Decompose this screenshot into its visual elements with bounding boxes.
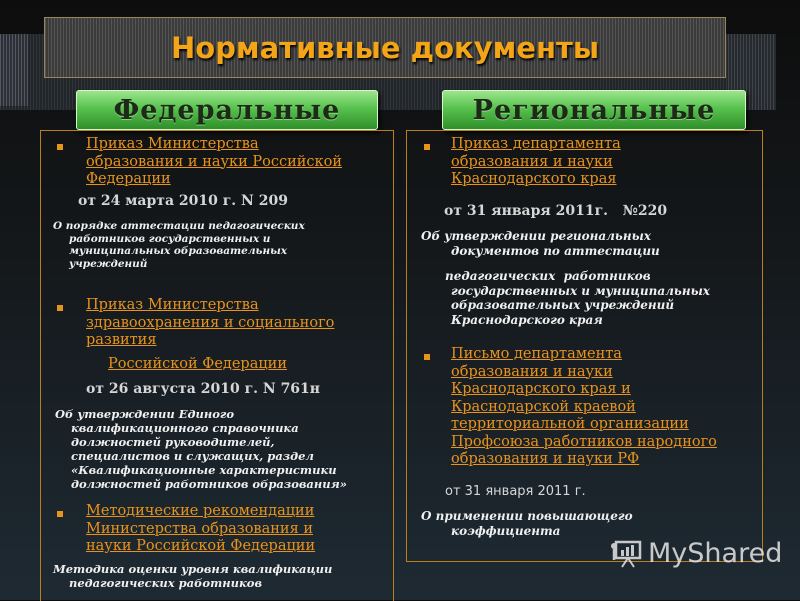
logo-text: MyShared <box>648 538 783 569</box>
federal-doc3-link[interactable] <box>86 503 315 556</box>
regional-doc2-link-line: Краснодарского края и <box>451 381 631 397</box>
desc-line: должностей работников образования» <box>71 477 347 491</box>
federal-doc1-link-line: образования и науки Российской <box>86 153 343 170</box>
regional-doc2-link-line: Письмо департамента <box>451 346 622 362</box>
desc-line: Методика оценки уровня квалификации <box>53 562 333 576</box>
regional-doc2-desc <box>421 509 633 539</box>
federal-doc3-link-line: Министерства образования и <box>86 520 313 537</box>
federal-column <box>40 130 394 601</box>
bullet-icon <box>57 305 63 311</box>
regional-doc2-link-line: образования и науки РФ <box>451 451 640 467</box>
desc-line: муниципальных образовательных <box>69 245 288 257</box>
left-stripe-decoration <box>0 34 28 106</box>
federal-doc2-desc <box>55 407 347 491</box>
federal-doc2-link-cont[interactable]: Российской Федерации <box>108 356 287 372</box>
federal-doc1-link-line: Приказ Министерства <box>86 136 259 152</box>
federal-doc2-date: от 26 августа 2010 г. N 761н <box>86 381 321 397</box>
regional-doc1-date: от 31 января 2011г. №220 <box>444 203 668 219</box>
federal-doc2-link[interactable] <box>86 297 334 350</box>
regional-doc2-link[interactable] <box>451 346 717 469</box>
desc-line: О применении повышающего <box>421 509 633 523</box>
desc-line: «Квалификационные характеристики <box>71 463 337 477</box>
regional-doc1-desc-2 <box>445 269 710 327</box>
desc-line: должностей руководителей, <box>71 435 275 449</box>
federal-doc1-date: от 24 марта 2010 г. N 209 <box>78 193 288 209</box>
regional-column <box>406 130 763 562</box>
regional-doc1-desc <box>421 229 660 258</box>
federal-doc1-link[interactable] <box>86 136 342 189</box>
federal-doc2-link-line: здравоохранения и социального <box>86 314 335 331</box>
tab-federal <box>76 90 378 130</box>
bullet-icon <box>57 144 63 150</box>
desc-line: педагогических работников <box>445 269 651 283</box>
desc-line: Об утверждении Единого <box>55 407 235 421</box>
desc-line: О порядке аттестации педагогических <box>53 220 305 232</box>
tab-regional <box>442 90 746 130</box>
regional-doc2-date: от 31 января 2011 г. <box>445 484 586 499</box>
tab-federal-label: Федеральные <box>113 94 341 126</box>
regional-doc2-link-line: образования и науки <box>451 363 613 380</box>
regional-doc1-link[interactable] <box>451 136 621 189</box>
federal-doc3-link-line: Методические рекомендации <box>86 503 315 519</box>
federal-doc3-desc <box>53 562 332 590</box>
desc-line: документов по аттестации <box>451 243 660 258</box>
bullet-icon <box>57 511 63 517</box>
regional-doc1-link-line: Приказ департамента <box>451 136 621 152</box>
federal-doc1-link-line: Федерации <box>86 171 171 187</box>
page-title: Нормативные документы <box>170 30 600 65</box>
federal-doc1-desc <box>53 220 305 270</box>
federal-doc2-link-line: Приказ Министерства <box>86 297 259 313</box>
desc-line: Об утверждении региональных <box>421 229 651 243</box>
regional-doc2-link-line: территориальной организации <box>451 416 689 432</box>
desc-line: работников государственных и <box>69 232 271 245</box>
desc-line: коэффициента <box>451 524 561 538</box>
regional-doc2-link-line: Профсоюза работников народного <box>451 433 717 450</box>
bullet-icon <box>424 354 430 360</box>
federal-doc2-link-line: развития <box>86 332 157 348</box>
presentation-board-icon <box>610 536 644 568</box>
desc-line: государственных и муниципальных <box>451 283 710 298</box>
federal-doc3-link-line: науки Российской Федерации <box>86 538 316 554</box>
desc-line: Краснодарского края <box>451 312 603 327</box>
title-box <box>44 17 726 78</box>
bullet-icon <box>424 144 430 150</box>
regional-doc1-link-line: образования и науки <box>451 153 613 170</box>
regional-doc1-link-line: Краснодарского края <box>451 171 617 187</box>
desc-line: педагогических работников <box>69 576 263 590</box>
desc-line: специалистов и служащих, раздел <box>71 449 314 463</box>
desc-line: образовательных учреждений <box>451 298 675 312</box>
desc-line: квалификационного справочника <box>71 421 299 435</box>
desc-line: учреждений <box>69 257 148 270</box>
tab-regional-label: Региональные <box>472 94 716 126</box>
myshared-logo <box>610 536 782 568</box>
regional-doc2-link-line: Краснодарской краевой <box>451 398 636 415</box>
